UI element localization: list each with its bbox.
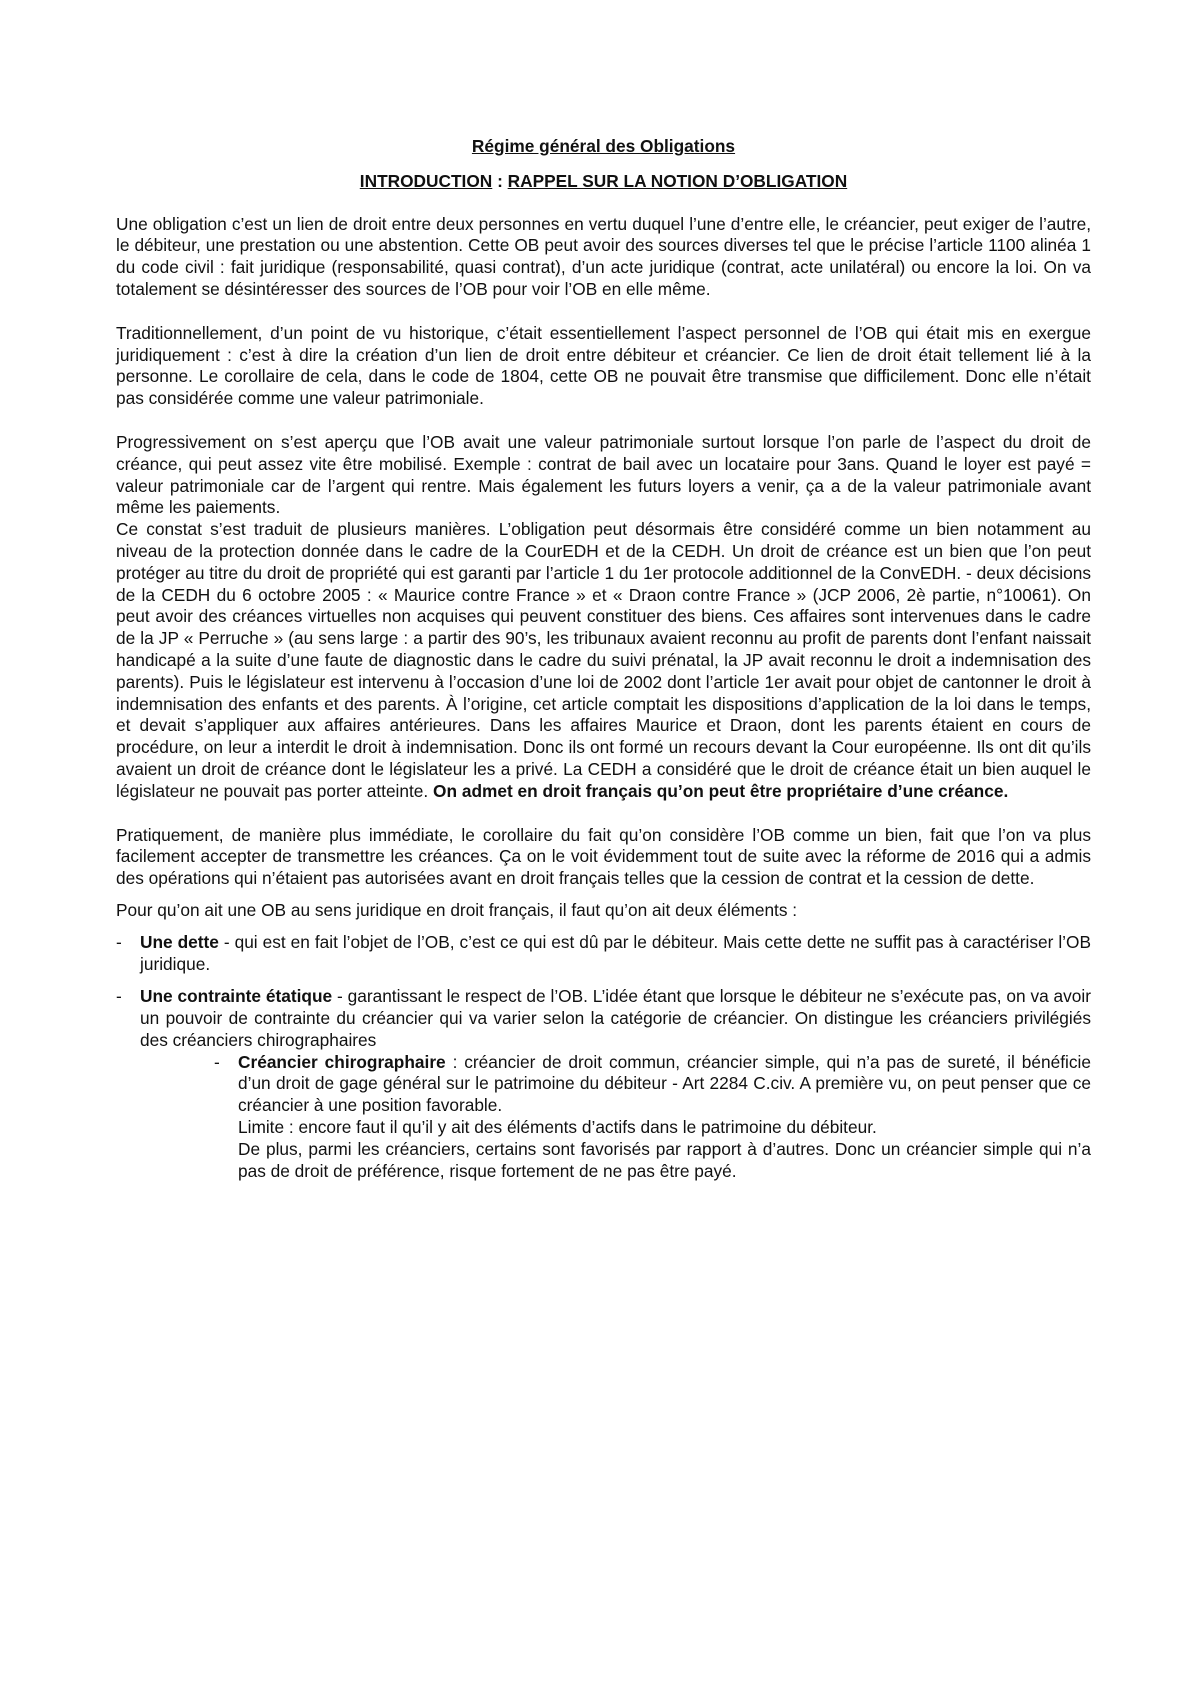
paragraph-historique: Traditionnellement, d’un point de vu historique, c’était essentiellement l’aspect personnel de l’OB qui était mis en exergue juridiquement : c’est à dire la création d’un lien de droit entre débiteur et créancier. Ce lien de droit était tellement lié à la personne. Le corollaire de cela, dans le code de 1804, cette OB ne pouvait être transmise que difficilement. Donc elle n’était pas considérée comme une valeur patrimoniale. bbox=[116, 322, 1091, 409]
heading-introduction: INTRODUCTION bbox=[359, 170, 493, 191]
dash-bullet: - bbox=[116, 986, 122, 1007]
sublist-item-more: De plus, parmi les créanciers, certains sont favorisés par rapport à d’autres. Donc un créancier simple qui n’a pas de droit de préférence, risque fortement de ne pas être payé. bbox=[238, 1138, 1091, 1181]
sublist-item-limit: Limite : encore faut il qu’il y ait des éléments d’actifs dans le patrimoine du débiteur. bbox=[238, 1117, 877, 1138]
creanciers-sublist bbox=[214, 1052, 1091, 1183]
list-item-term: Une dette bbox=[140, 931, 219, 952]
paragraph-cedh-text: Ce constat s’est traduit de plusieurs manières. L’obligation peut désormais être considéré comme un bien notamment au niveau de la protection donnée dans le cadre de la CourEDH et de la CEDH. Un droit de créance est un bien que l’on peut protéger au titre du droit de propriété qui est garanti par l’article 1 du 1er protocole additionnel de la ConvEDH. - deux décisions de la CEDH du 6 octobre 2005 : « Maurice contre France » et « Draon contre France » (JCP 2006, 2è partie, n°10061). On peut avoir des créances virtuelles non acquises qui peuvent constituer des biens. Ces affaires sont intervenues dans le cadre de la JP « Perruche » (au sens large : a partir des 90’s, les tribunaux avaient reconnu au profit de parents dont l’enfant naissait handicapé a la suite d’une faute de diagnostic dans le cadre du suivi prénatal, la JP avait reconnu le droit a indemnisation des parents). Puis le législateur est intervenu à l’occasion d’une loi de 2002 dont l’article 1er avait pour objet de cantonner le droit à indemnisation des enfants et des parents. À l’origine, cet article comptait les dispositions d’application de la loi dans le temps, et devait s’appliquer aux affaires antérieures. Dans les affaires Maurice et Draon, dont les parents étaient en cours de procédure, on leur a interdit le droit à indemnisation. Donc ils ont formé un recours devant la Cour européenne. Ils ont dit qu’ils avaient un droit de créance dont le législateur les a privé. La CEDH a considéré que le droit de créance était un bien auquel le législateur ne pouvait pas porter atteinte. bbox=[116, 519, 1091, 801]
list-item-term: Une contrainte étatique bbox=[140, 986, 333, 1007]
list-item-text: - qui est en fait l’objet de l’OB, c’est ce qui est dû par le débiteur. Mais cette dette ne suffit pas à caractériser l’OB juridique. bbox=[140, 931, 1091, 974]
heading-separator: : bbox=[492, 170, 508, 191]
dash-bullet: - bbox=[116, 931, 122, 952]
paragraph-cedh bbox=[116, 519, 1091, 802]
paragraph-definition: Une obligation c’est un lien de droit entre deux personnes en vertu duquel l’une d’entre elle, le créancier, peut exiger de l’autre, le débiteur, une prestation ou une abstention. Cette OB peut avoir des sources diverses tel que le précise l’article 1100 alinéa 1 du code civil : fait juridique (responsabilité, quasi contrat), d’un acte juridique (contrat, acte unilatéral) ou encore la loi. On va totalement se désintéresser des sources de l’OB pour voir l’OB en elle même. bbox=[116, 213, 1091, 299]
sublist-item-chirographaire bbox=[214, 1052, 1091, 1183]
paragraph-valeur-patrimoniale: Progressivement on s’est aperçu que l’OB avait une valeur patrimoniale surtout lorsque l’on parle de l’aspect du droit de créance, qui peut assez vite être mobilisé. Exemple : contrat de bail avec un locataire pour 3ans. Quand le loyer est payé = valeur patrimoniale car de l’argent qui rentre. Mais également les futurs loyers a venir, ça a de la valeur patrimoniale avant même les paiements. bbox=[116, 431, 1091, 518]
paragraph-cedh-conclusion: On admet en droit français qu’on peut être propriétaire d’une créance. bbox=[433, 780, 1009, 801]
page-title: Régime général des Obligations bbox=[471, 136, 736, 156]
list-item-text: - garantissant le respect de l’OB. L’idée étant que lorsque le débiteur ne s’exécute pas, on va avoir un pouvoir de contrainte du créancier qui va varier selon la catégorie de créancier. On distingue les créanciers privilégiés des créanciers chirographaires bbox=[140, 986, 1092, 1050]
list-item-contrainte bbox=[116, 986, 1091, 1182]
paragraph-elements-intro: Pour qu’on ait une OB au sens juridique en droit français, il faut qu’on ait deux éléments : bbox=[116, 899, 798, 920]
sublist-item-term: Créancier chirographaire bbox=[238, 1051, 446, 1072]
list-item-dette bbox=[116, 932, 1091, 976]
paragraph-transmission: Pratiquement, de manière plus immédiate, le corollaire du fait qu’on considère l’OB comme un bien, fait que l’on va plus facilement accepter de transmettre les créances. Ça on le voit évidemment tout de suite avec la réforme de 2016 qui a admis des opérations qui n’étaient pas autorisées avant en droit français telles que la cession de contrat et la cession de dette. bbox=[116, 824, 1091, 889]
dash-bullet: - bbox=[214, 1051, 220, 1072]
elements-list bbox=[116, 932, 1091, 1183]
document-page bbox=[116, 136, 1091, 1193]
section-heading bbox=[116, 171, 1091, 193]
sublist-item-text: : créancier de droit commun, créancier simple, qui n’a pas de sureté, il bénéficie d’un droit de gage général sur le patrimoine du débiteur - Art 2284 C.civ. A première vu, on peut penser que ce créancier à une position favorable. bbox=[238, 1051, 1091, 1116]
heading-notion: RAPPEL SUR LA NOTION D’OBLIGATION bbox=[507, 170, 848, 191]
